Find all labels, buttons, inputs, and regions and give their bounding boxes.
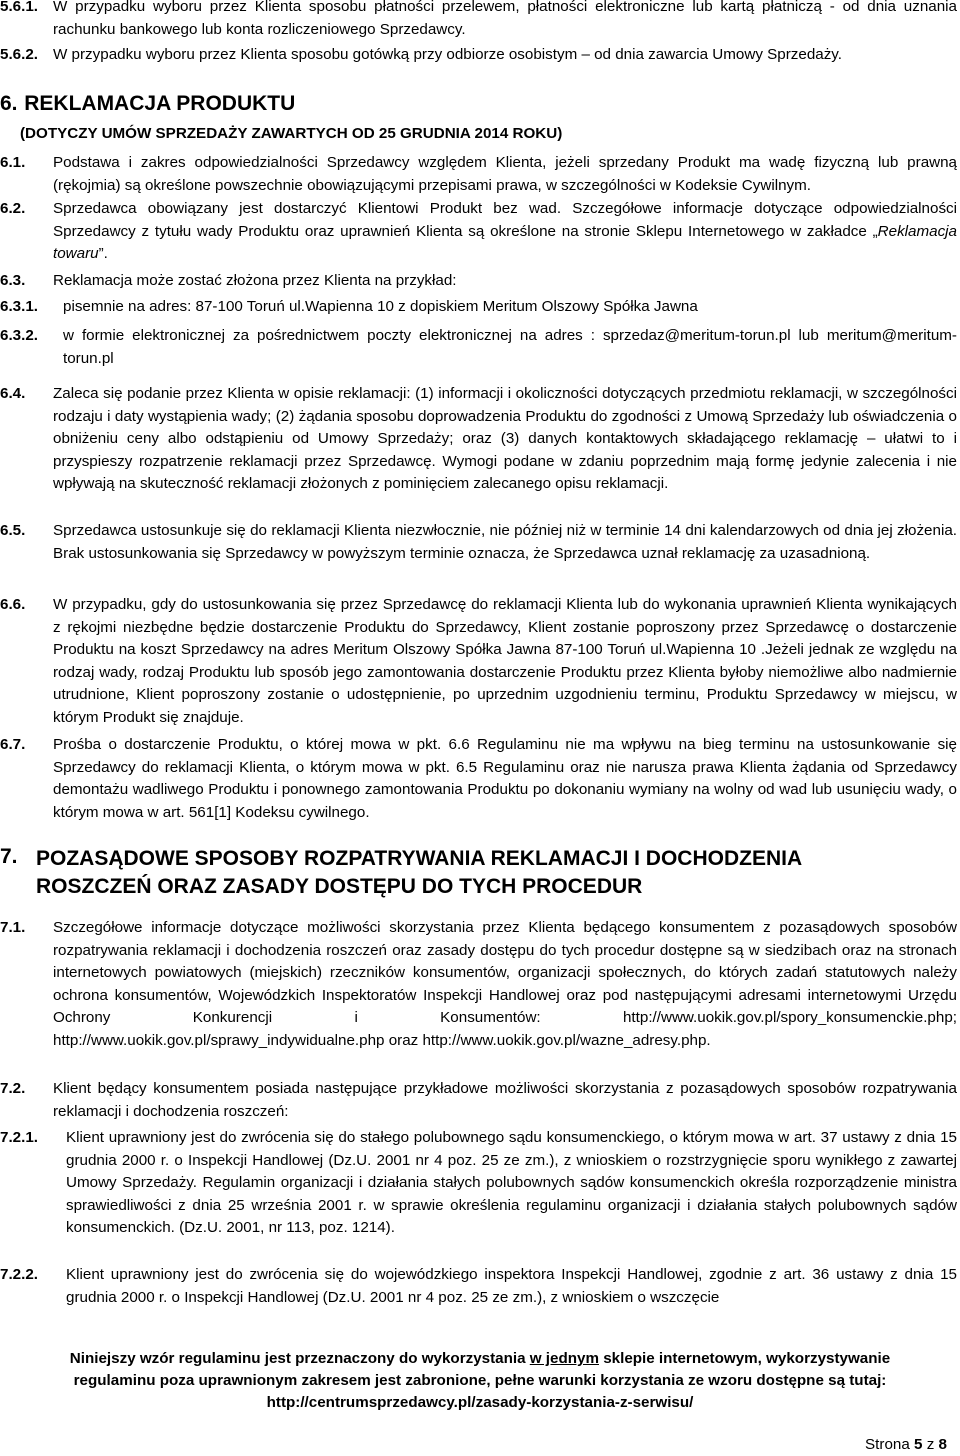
clause-number: 7.1. xyxy=(0,919,26,936)
clause-text: Reklamacja może zostać złożona przez Klienta na przykład: xyxy=(53,272,457,289)
clause-6-4 xyxy=(0,383,957,496)
section-title: REKLAMACJA PRODUKTU xyxy=(24,92,296,115)
clause-text: Zaleca się podanie przez Klienta w opisie reklamacji: (1) informacji i okoliczności dotyczących przedmiotu reklamacji, w szczególności rodzaju i daty wystąpienia wady; (2) żądania sposobu doprowadzenia Produktu do zgodności z Umową Sprzedaży lub oświadczenia o obniżeniu ceny albo odstąpieniu od Umowy Sprzedaży; oraz (3) danych kontaktowych składającego reklamację – ułatwi to i przyspieszy rozpatrzenie reklamacji przez Sprzedawcę. Wymogi podane w zdaniu poprzednim mają formę jedynie zalecenia i nie wpływają na skuteczność reklamacji złożonych z pominięciem zalecanego opisu reklamacji. xyxy=(53,385,957,493)
page-footer-notice xyxy=(0,1348,960,1414)
section-7-heading xyxy=(0,845,957,901)
clause-text: w formie elektronicznej za pośrednictwem poczty elektronicznej na adres : sprzedaz@meritum-torun.pl lub meritum@meritum-torun.pl xyxy=(63,327,957,367)
footer-line-1: Niniejszy wzór regulaminu jest przeznaczony do wykorzystania w jednym sklepie internetowym, wykorzystywanie xyxy=(69,1350,891,1367)
clause-6-5 xyxy=(0,520,957,565)
clause-number: 5.6.2. xyxy=(0,46,38,63)
clause-6-3-2 xyxy=(0,325,957,370)
tab-link-reklamacja: Reklamacja towaru xyxy=(53,222,957,263)
clause-number: 7.2. xyxy=(0,1080,26,1097)
footer-line-2: regulaminu poza uprawnionym zakresem jest zabronione, pełne warunki korzystania ze wzoru dostępne są tutaj: xyxy=(73,1372,887,1389)
clause-number: 6.2. xyxy=(0,200,26,217)
clause-number: 7.2.1. xyxy=(0,1129,38,1146)
total-pages: 8 xyxy=(938,1436,947,1453)
clause-number: 5.6.1. xyxy=(0,0,38,15)
section-number: 7. xyxy=(0,845,18,868)
clause-text: W przypadku, gdy do ustosunkowania się przez Sprzedawcę do reklamacji Klienta lub do wykonania uprawnień Klienta wynikających z rękojmi niezbędne będzie dostarczenie Produktu do Sprzedawcy, Klient zostanie poproszony przez Sprzedawcę o dostarczenie Produktu na koszt Sprzedawcy na adres Meritum Olszowy Spółka Jawna 87-100 Toruń ul.Wapienna 10 .Jeżeli jednak ze względu na rodzaj wady, rodzaj Produktu lub sposób jego zamontowania dostarczenie Produktu przez Klienta byłoby niemożliwe albo nadmiernie utrudnione, Klient poproszony zostanie o udostępnienie, po uprzednim uzgodnieniu terminu, Produktu Sprzedawcy w miejscu, w którym Produkt się znajduje. xyxy=(53,596,957,726)
clause-6-7 xyxy=(0,734,957,824)
clause-6-6 xyxy=(0,594,957,730)
footer-underlined-text: w jednym xyxy=(529,1350,599,1367)
clause-5-6-2 xyxy=(0,44,957,67)
clause-text: Prośba o dostarczenie Produktu, o której mowa w pkt. 6.6 Regulaminu nie ma wpływu na bieg terminu na ustosunkowanie się Sprzedawcy do reklamacji Klienta, o którym mowa w pkt. 6.5 Regulaminu oraz nie narusza prawa Klienta żądania od Sprzedawcy demontażu wadliwego Produktu i ponownego zamontowania Produktu po dokonaniu wymiany na wolny od wad lub usunięciu wady, o którym mowa w art. 561[1] Kodeksu cywilnego. xyxy=(53,736,957,821)
clause-number: 6.5. xyxy=(0,522,26,539)
clause-text: Szczegółowe informacje dotyczące możliwości skorzystania przez Klienta będącego konsumentem z pozasądowych sposobów rozpatrywania reklamacji i dochodzenia roszczeń oraz zasady dostępu do tych procedur dostępne są w siedzibach oraz na stronach internetowych powiatowych (miejskich) rzeczników konsumentów, organizacji społecznych, do których zadań statutowych należy ochrona konsumentów, Wojewódzkich Inspektoratów Inspekcji Handlowej oraz pod następującymi adresami internetowymi Urzędu Ochrony Konkurencji i Konsumentów: http://www.uokik.gov.pl/spory_konsumenckie.php; http://www.uokik.gov.pl/sprawy_indywidualne.php oraz http://www.uokik.gov.pl/wazne_adresy.php. xyxy=(53,919,957,1049)
page-number: Strona 5 z 8 xyxy=(865,1436,947,1453)
section-6-heading xyxy=(0,89,957,145)
clause-number: 6.6. xyxy=(0,596,26,613)
clause-6-3 xyxy=(0,270,957,293)
clause-text: Klient będący konsumentem posiada następujące przykładowe możliwości skorzystania z pozasądowych sposobów rozpatrywania reklamacji i dochodzenia roszczeń: xyxy=(53,1080,957,1120)
clause-number: 6.4. xyxy=(0,385,26,402)
clause-5-6-1 xyxy=(0,0,957,41)
clause-text: Klient uprawniony jest do zwrócenia się do stałego polubownego sądu konsumenckiego, o którym mowa w art. 37 ustawy z dnia 15 grudnia 2000 r. o Inspekcji Handlowej (Dz.U. 2001 nr 4 poz. 25 ze zm.), z wnioskiem o rozstrzygnięcie sporu wynikłego z zawartej Umowy Sprzedaży. Regulamin organizacji i działania stałych polubownych sądów konsumenckich określa rozporządzenie ministra sprawiedliwości z dnia 25 września 2001 r. w sprawie określenia regulaminu organizacji i działania stałych polubownych sądów konsumenckich. (Dz.U. 2001, nr 113, poz. 1214). xyxy=(66,1129,957,1237)
clause-text: Klient uprawniony jest do zwrócenia się do wojewódzkiego inspektora Inspekcji Handlowej, zgodnie z art. 36 ustawy z dnia 15 grudnia 2000 r. o Inspekcji Handlowej (Dz.U. 2001 nr 4 poz. 25 ze zm.), z wnioskiem o wszczęcie xyxy=(66,1266,957,1306)
clause-6-2 xyxy=(0,198,957,266)
clause-6-3-1 xyxy=(0,296,957,319)
clause-number: 6.1. xyxy=(0,154,26,171)
section-title-line2: ROSZCZEŃ ORAZ ZASADY DOSTĘPU DO TYCH PROCEDUR xyxy=(36,875,643,898)
clause-text: W przypadku wyboru przez Klienta sposobu płatności przelewem, płatności elektroniczne lub kartą płatniczą - od dnia uznania rachunku bankowego lub konta rozliczeniowego Sprzedawcy. xyxy=(53,0,957,38)
section-subtitle: (DOTYCZY UMÓW SPRZEDAŻY ZAWARTYCH OD 25 GRUDNIA 2014 ROKU) xyxy=(20,125,563,142)
clause-number: 6.3.2. xyxy=(0,327,38,344)
clause-7-2-2 xyxy=(0,1264,957,1309)
clause-text: Podstawa i zakres odpowiedzialności Sprzedawcy względem Klienta, jeżeli sprzedany Produkt ma wadę fizyczną lub prawną (rękojmia) są określone powszechnie obowiązującymi przepisami prawa, w szczególności w Kodeksie Cywilnym. xyxy=(53,154,957,194)
clause-text: Sprzedawca obowiązany jest dostarczyć Klientowi Produkt bez wad. Szczegółowe informacje dotyczące odpowiedzialności Sprzedawcy z tytułu wady Produktu oraz uprawnień Klienta są określone na stronie Sklepu Internetowego w zakładce „Reklamacja towaru”. xyxy=(53,200,957,263)
clause-number: 6.3.1. xyxy=(0,298,38,315)
clause-number: 6.7. xyxy=(0,736,26,753)
clause-number: 6.3. xyxy=(0,272,26,289)
section-title-line1: POZASĄDOWE SPOSOBY ROZPATRYWANIA REKLAMACJI I DOCHODZENIA xyxy=(36,847,803,870)
clause-text: W przypadku wyboru przez Klienta sposobu gotówką przy odbiorze osobistym – od dnia zawarcia Umowy Sprzedaży. xyxy=(53,46,842,63)
footer-terms-link[interactable]: http://centrumsprzedawcy.pl/zasady-korzystania-z-serwisu/ xyxy=(266,1394,694,1411)
section-number: 6. xyxy=(0,92,18,115)
clause-number: 7.2.2. xyxy=(0,1266,38,1283)
clause-7-2 xyxy=(0,1078,957,1123)
clause-text: pisemnie na adres: 87-100 Toruń ul.Wapienna 10 z dopiskiem Meritum Olszowy Spółka Jawna xyxy=(63,298,698,315)
clause-6-1 xyxy=(0,152,957,197)
current-page: 5 xyxy=(914,1436,923,1453)
clause-7-1 xyxy=(0,917,957,1053)
clause-text: Sprzedawca ustosunkuje się do reklamacji Klienta niezwłocznie, nie później niż w terminie 14 dni kalendarzowych od dnia jej złożenia. Brak ustosunkowania się Sprzedawcy w powyższym terminie oznacza, że Sprzedawca uznał reklamację za uzasadnioną. xyxy=(53,522,957,562)
clause-7-2-1 xyxy=(0,1127,957,1240)
